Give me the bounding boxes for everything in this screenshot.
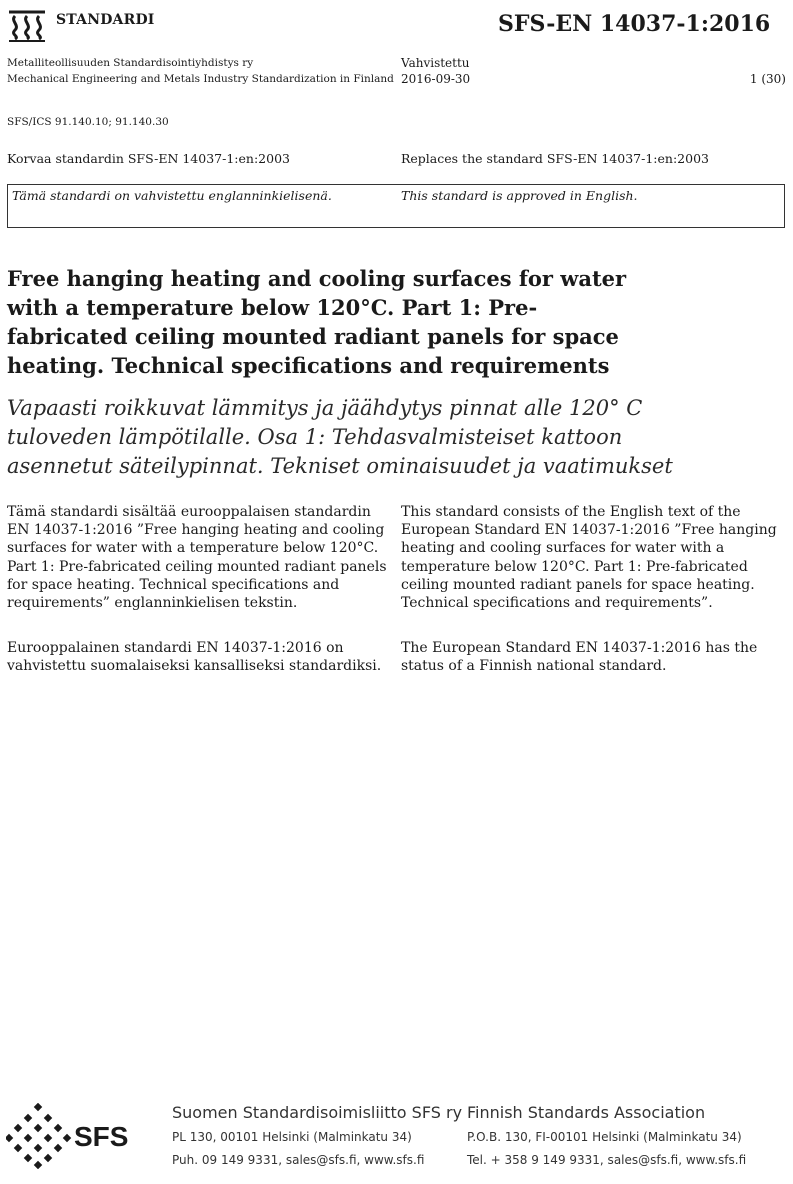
footer-logo-wordmark: SFS	[74, 1121, 129, 1152]
language-note-en: This standard is approved in English.	[401, 188, 638, 203]
footer-org-name-fi: Suomen Standardisoimisliitto SFS ry	[172, 1103, 463, 1122]
org-name-fi: Metalliteollisuuden Standardisointiyhdistys ry	[7, 57, 254, 69]
page-number: 1 (30)	[749, 72, 786, 86]
ics-codes: SFS/ICS 91.140.10; 91.140.30	[7, 116, 169, 128]
sfs-wave-logo-icon	[7, 10, 47, 42]
sfs-footer-logo-icon	[6, 1103, 136, 1169]
confirmed-label: Vahvistettu	[401, 56, 470, 70]
national-status-en: The European Standard EN 14037-1:2016 has the status of a Finnish national standard.	[401, 640, 758, 675]
content-description-fi: Tämä standardi sisältää eurooppalaisen standardin EN 14037-1:2016 ”Free hanging heating and cooling surfaces for water with a temperature below 120°C. Part 1: Pre-fabricated ceiling mounted radiant panels for space heating. Technical specifications and requirements” englanninkielisen tekstin.	[7, 504, 387, 612]
org-name-en: Mechanical Engineering and Metals Industry Standardization in Finland	[7, 73, 394, 85]
footer-address-en: P.O.B. 130, FI-00101 Helsinki (Malminkatu 34)	[467, 1130, 742, 1144]
footer-contact-fi: Puh. 09 149 9331, sales@sfs.fi, www.sfs.fi	[172, 1153, 425, 1167]
replaces-fi: Korvaa standardin SFS-EN 14037-1:en:2003	[7, 151, 290, 166]
brand-label: STANDARDI	[56, 12, 155, 28]
replaces-en: Replaces the standard SFS-EN 14037-1:en:2003	[401, 151, 709, 166]
document-title-fi: Vapaasti roikkuvat lämmitys ja jäähdytys pinnat alle 120° C tuloveden lämpötilalle. Osa 1: Tehdasvalmisteiset kattoon asennetut säteilypinnat. Tekniset ominaisuudet ja vaatimukset	[7, 396, 673, 478]
footer-org-name-en: Finnish Standards Association	[467, 1103, 706, 1122]
footer-address-fi: PL 130, 00101 Helsinki (Malminkatu 34)	[172, 1130, 412, 1144]
language-note-fi: Tämä standardi on vahvistettu englanninkielisenä.	[12, 188, 332, 203]
document-title-en: Free hanging heating and cooling surfaces for water with a temperature below 120°C. Part 1: Pre-fabricated ceiling mounted radiant panels for space heating. Technical specifications and requirements	[7, 266, 627, 378]
standard-id: SFS-EN 14037-1:2016	[498, 11, 771, 37]
content-description-en: This standard consists of the English text of the European Standard EN 14037-1:2016 ”Free hanging heating and cooling surfaces for water with a temperature below 120°C. Part 1: Pre-fabricated ceiling mounted radiant panels for space heating. Technical specifications and requirements”.	[401, 504, 777, 612]
national-status-fi: Eurooppalainen standardi EN 14037-1:2016 on vahvistettu suomalaiseksi kansalliseksi standardiksi.	[7, 640, 382, 675]
footer-contact-en: Tel. + 358 9 149 9331, sales@sfs.fi, www.sfs.fi	[467, 1153, 747, 1167]
confirmed-date: 2016-09-30	[401, 72, 471, 86]
